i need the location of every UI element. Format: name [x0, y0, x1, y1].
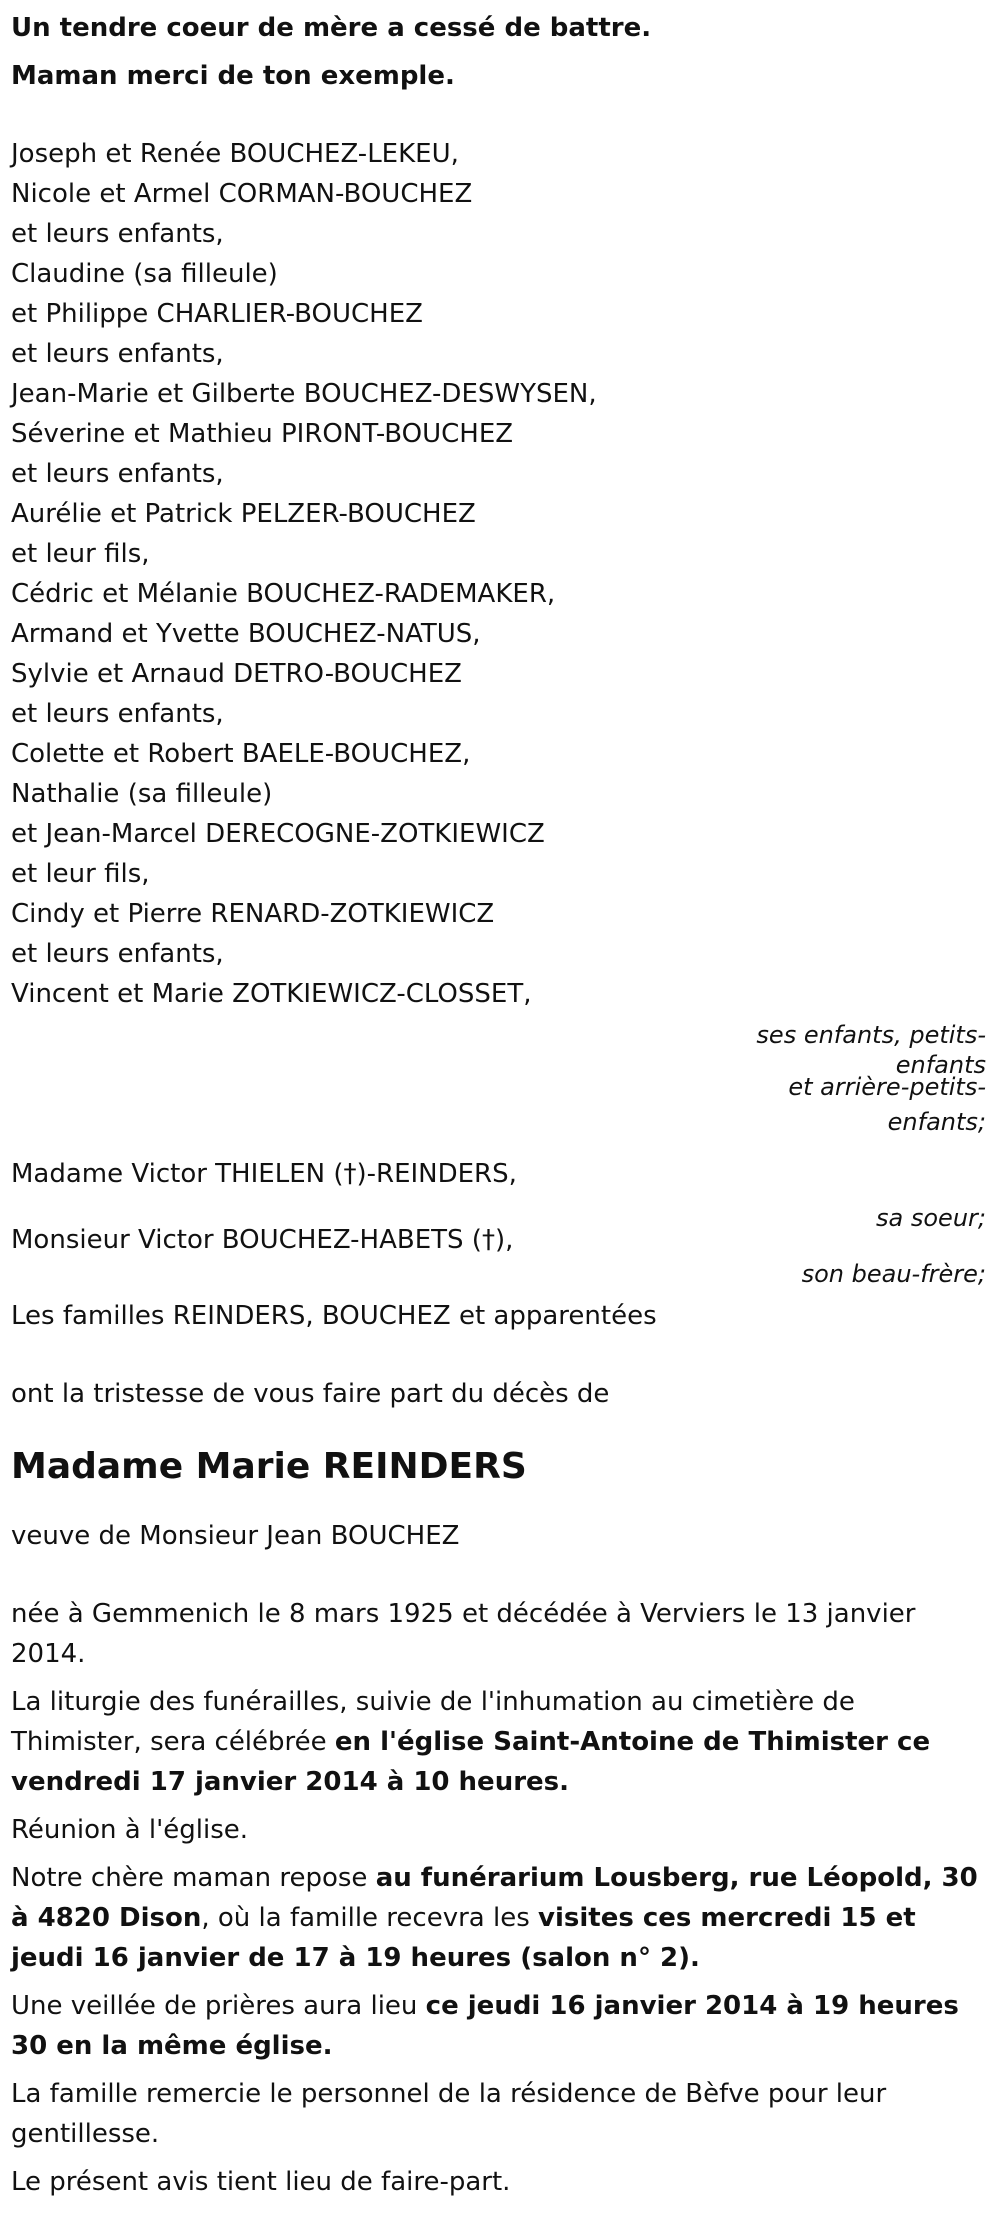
relation-children-line-2: enfants: [895, 1051, 986, 1079]
family-member-line: et leur fils,: [11, 539, 150, 569]
sister-name: Madame Victor THIELEN (†)-REINDERS,: [11, 1159, 517, 1189]
brother-name: Monsieur Victor BOUCHEZ-HABETS (†),: [11, 1225, 514, 1255]
family-member-line: et Jean-Marcel DERECOGNE-ZOTKIEWICZ: [11, 819, 545, 849]
brother-label: son beau-frère;: [801, 1260, 986, 1288]
family-member-line: Colette et Robert BAELE-BOUCHEZ,: [11, 739, 471, 769]
announcement: ont la tristesse de vous faire part du décès de: [11, 1379, 610, 1409]
thanks-paragraph: La famille remercie le personnel de la résidence de Bèfve pour leur gentillesse.: [11, 2079, 887, 2149]
notice-paragraph: Le présent avis tient lieu de faire-part.: [11, 2167, 511, 2197]
rest-text-1: Notre chère maman repose: [11, 1863, 376, 1893]
family-member-line: et leur fils,: [11, 859, 150, 889]
brother-row: [11, 1220, 989, 1294]
family-member-line: et leurs enfants,: [11, 339, 224, 369]
relation-children-line-1: ses enfants, petits-: [756, 1021, 986, 1049]
birth-death-paragraph: née à Gemmenich le 8 mars 1925 et décédée à Verviers le 13 janvier 2014.: [11, 1599, 916, 1669]
family-member-line: et Philippe CHARLIER-BOUCHEZ: [11, 299, 423, 329]
vigil-paragraph: [11, 1986, 989, 2066]
heading-line-1: Un tendre coeur de mère a cessé de battre.: [11, 13, 652, 43]
rest-bold-2: visites ces mercredi 15 et jeudi 16 janvier de 17 à 19 heures (salon n° 2).: [11, 1903, 916, 1973]
relation-children-line-4: enfants;: [887, 1108, 986, 1136]
liturgy-paragraph: [11, 1682, 989, 1802]
family-member-line: Cindy et Pierre RENARD-ZOTKIEWICZ: [11, 899, 495, 929]
liturgy-text: La liturgie des funérailles, suivie de l'inhumation au cimetière de Thimister, sera célébrée: [11, 1687, 855, 1757]
family-member-line: Aurélie et Patrick PELZER-BOUCHEZ: [11, 499, 476, 529]
deceased-name: Madame Marie REINDERS: [11, 1446, 527, 1487]
widow-of: veuve de Monsieur Jean BOUCHEZ: [11, 1521, 460, 1551]
obituary-document: [11, 8, 989, 2202]
rest-paragraph: [11, 1858, 989, 1978]
family-member-line: Vincent et Marie ZOTKIEWICZ-CLOSSET,: [11, 979, 532, 1009]
vigil-bold: ce jeudi 16 janvier 2014 à 19 heures 30 en la même église.: [11, 1991, 959, 2061]
family-member-line: Sylvie et Arnaud DETRO-BOUCHEZ: [11, 659, 462, 689]
family-member-line: et leurs enfants,: [11, 459, 224, 489]
liturgy-bold: en l'église Saint-Antoine de Thimister ce vendredi 17 janvier 2014 à 10 heures.: [11, 1727, 931, 1797]
sister-label: sa soeur;: [876, 1204, 986, 1232]
family-member-line: et leurs enfants,: [11, 699, 224, 729]
vigil-text: Une veillée de prières aura lieu: [11, 1991, 426, 2021]
families-line: Les familles REINDERS, BOUCHEZ et apparentées: [11, 1301, 657, 1331]
family-member-line: Séverine et Mathieu PIRONT-BOUCHEZ: [11, 419, 514, 449]
relation-children: [11, 1020, 989, 1142]
family-member-line: Joseph et Renée BOUCHEZ-LEKEU,: [11, 139, 459, 169]
family-list: [11, 134, 989, 1014]
rest-text-2: , où la famille recevra les: [201, 1903, 539, 1933]
meeting-paragraph: Réunion à l'église.: [11, 1815, 249, 1845]
family-member-line: Armand et Yvette BOUCHEZ-NATUS,: [11, 619, 481, 649]
family-member-line: Jean-Marie et Gilberte BOUCHEZ-DESWYSEN,: [11, 379, 597, 409]
rest-bold-1: au funérarium Lousberg, rue Léopold, 30 à 4820 Dison: [11, 1863, 978, 1933]
heading-line-2: Maman merci de ton exemple.: [11, 61, 455, 91]
family-member-line: Cédric et Mélanie BOUCHEZ-RADEMAKER,: [11, 579, 556, 609]
family-member-line: Nathalie (sa filleule): [11, 779, 273, 809]
family-member-line: et leurs enfants,: [11, 939, 224, 969]
relation-children-line-3: et arrière-petits-: [788, 1073, 986, 1101]
family-member-line: Claudine (sa filleule): [11, 259, 278, 289]
family-member-line: Nicole et Armel CORMAN-BOUCHEZ: [11, 179, 473, 209]
family-member-line: et leurs enfants,: [11, 219, 224, 249]
